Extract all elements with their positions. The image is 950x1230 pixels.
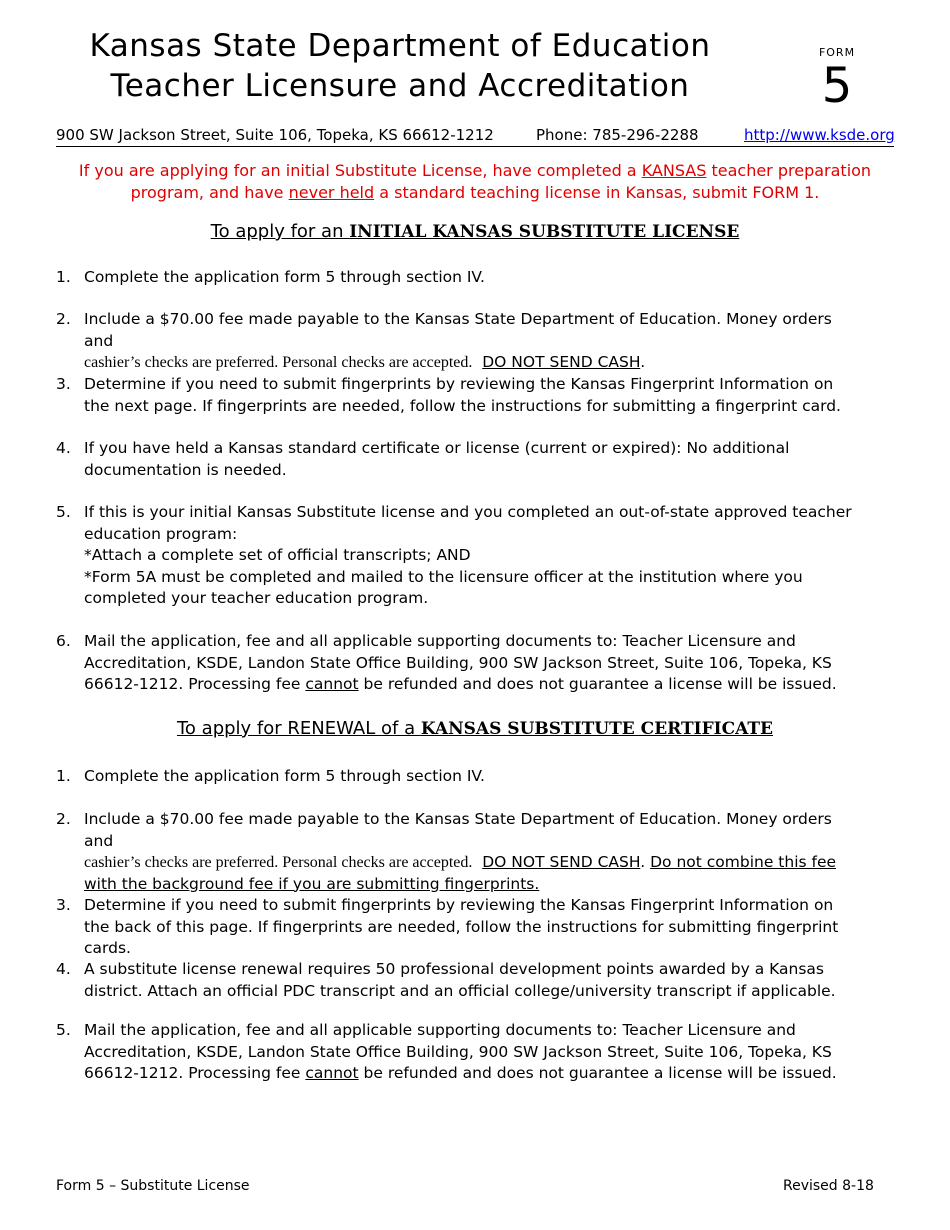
list-item: 1. Complete the application form 5 through section IV. <box>56 268 485 286</box>
form-number: 5 <box>821 58 853 114</box>
division-title: Teacher Licensure and Accreditation <box>110 68 690 104</box>
initial-section-heading: To apply for an INITIAL KANSAS SUBSTITUTE LICENSE <box>210 221 740 242</box>
renewal-section-heading: To apply for RENEWAL of a KANSAS SUBSTITUTE CERTIFICATE <box>177 718 773 739</box>
list-item: 3. Determine if you need to submit fingerprints by reviewing the Kansas Fingerprint Information on the next page. If fingerprints are needed, follow the instructions for submitting a fingerprint card. <box>56 375 841 415</box>
footer-revision: Revised 8-18 <box>783 1178 874 1194</box>
separate-fee-warning: Do not combine this fee with the background fee if you are submitting fingerprints. <box>84 853 837 893</box>
list-item: 3. Determine if you need to submit fingerprints by reviewing the Kansas Fingerprint Information on the back of this page. If fingerprints are needed, follow the instructions for submitting fingerprint cards. <box>56 896 839 957</box>
no-cash-warning: DO NOT SEND CASH <box>482 353 641 371</box>
list-item: 5. Mail the application, fee and all applicable supporting documents to: Teacher Licensure and Accreditation, KSDE, Landon State Office Building, 900 SW Jackson Street, Suite 106, Topeka, KS 66612-1212. Processing fee cannot be refunded and does not guarantee a license will be issued. <box>56 1021 837 1082</box>
form1-notice: If you are applying for an initial Substitute License, have completed a KANSAS teacher preparation program, and have never held a standard teaching license in Kansas, submit FORM 1. <box>78 161 872 202</box>
never-held-emphasis: never held <box>288 183 375 202</box>
no-cash-warning: DO NOT SEND CASH <box>482 853 641 871</box>
list-item: 6. Mail the application, fee and all applicable supporting documents to: Teacher Licensure and Accreditation, KSDE, Landon State Office Building, 900 SW Jackson Street, Suite 106, Topeka, KS 66612-1212. Processing fee cannot be refunded and does not guarantee a license will be issued. <box>56 632 837 693</box>
phone: Phone: 785-296-2288 <box>536 126 699 144</box>
footer-form-name: Form 5 – Substitute License <box>56 1178 250 1194</box>
list-item: 2. Include a $70.00 fee made payable to the Kansas State Department of Education. Money orders and cashier’s checks are preferred. Personal checks are accepted. DO NOT SEND CASH. Do not combine this fee with the background fee if you are submitting fingerprints. <box>56 810 837 893</box>
header-divider <box>56 146 894 147</box>
address: 900 SW Jackson Street, Suite 106, Topeka, KS 66612-1212 <box>56 126 494 144</box>
website-link[interactable]: http://www.ksde.org <box>744 126 895 144</box>
list-item: 4. If you have held a Kansas standard certificate or license (current or expired): No additional documentation is needed. <box>56 439 790 479</box>
kansas-emphasis: KANSAS <box>641 161 707 180</box>
list-item: 5. If this is your initial Kansas Substitute license and you completed an out-of-state approved teacher education program: *Attach a complete set of official transcripts; AND *Form 5A must be completed and mailed to the licensure officer at the institution where you completed your teacher education program. <box>56 503 852 607</box>
list-item: 4. A substitute license renewal requires 50 professional development points awarded by a Kansas district. Attach an official PDC transcript and an official college/university transcript if applicable. <box>56 960 836 1000</box>
list-item: 2. Include a $70.00 fee made payable to the Kansas State Department of Education. Money orders and cashier’s checks are preferred. Personal checks are accepted. DO NOT SEND CASH. <box>56 310 832 371</box>
list-item: 1. Complete the application form 5 through section IV. <box>56 767 485 785</box>
form-label: FORM <box>818 46 856 59</box>
agency-title: Kansas State Department of Education <box>89 28 711 64</box>
